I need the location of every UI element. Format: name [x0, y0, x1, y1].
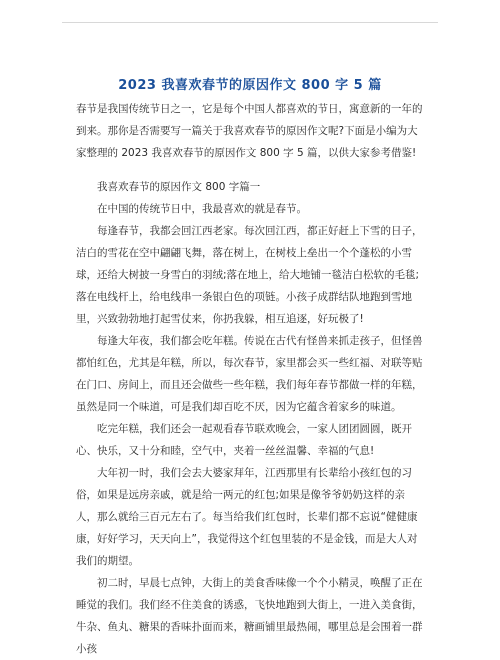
header-divider	[62, 22, 438, 23]
essay-paragraph: 初二时，早晨七点钟，大街上的美食香味像一个个小精灵，唤醒了正在睡觉的我们。我们经不住美食的诱惑，飞快地跑到大街上，一进入美食街，牛杂、鱼丸、糖果的香味扑面而来，糖画铺里最热闹，哪里总是会围着一群小孩	[76, 577, 423, 655]
intro-paragraph	[76, 98, 424, 164]
essay-paragraph: 大年初一时，我们会去大婆家拜年，江西那里有长辈给小孩红包的习俗，如果是远房亲戚，就是给一两元的红包;如果是像爷爷奶奶这样的亲人，那么就给三百元左右了。每当给我们红包时，长辈们都不忘说“健健康康，好好学习，天天向上”，我觉得这个红包里装的不是金钱，而是大人对我们的期望。	[76, 467, 418, 567]
intro-text: 春节是我国传统节日之一，它是每个中国人都喜欢的节日，寓意新的一年的到来。那你是否需要写一篇关于我喜欢春节的原因作文呢?下面是小编为大家整理的 2023 我喜欢春节的原因作文 800 字 5 篇，以供大家参考借鉴!	[76, 103, 423, 159]
lead-sentence: 在中国的传统节日中，我最喜欢的就是春节。	[97, 203, 307, 215]
essay-section	[76, 176, 424, 660]
essay-paragraph: 每逢大年夜，我们都会吃年糕。传说在古代有怪兽来抓走孩子，但怪兽都怕红色，尤其是年糕，所以，每次春节，家里都会买一些红福、对联等贴在门口、房间上，而且还会做些一些年糕，我们每年春节都做一样的年糕，虽然是同一个味道，可是我们却百吃不厌，因为它蕴含着家乡的味道。	[76, 335, 423, 413]
section-heading: 我喜欢春节的原因作文 800 字篇一	[97, 181, 261, 193]
essay-paragraph: 吃完年糕，我们还会一起观看春节联欢晚会，一家人团团圆圆，既开心、快乐，又十分和睦，空气中，夹着一丝丝温馨、幸福的气息!	[76, 423, 412, 457]
document-title: 2023 我喜欢春节的原因作文 800 字 5 篇	[118, 78, 382, 93]
essay-paragraph: 每逢春节，我都会回江西老家。每次回江西，都正好赶上下雪的日子，洁白的雪花在空中翩翩飞舞，落在树上，在树枝上垒出一个个蓬松的小雪球，还给大树披一身雪白的羽绒;落在地上，给大地铺一毯洁白松软的毛毯;落在电线杆上，给电线串一条银白色的项链。小孩子成群结队地跑到雪地里，兴致勃勃地打起雪仗来，你扔我躲，相互追逐，好玩极了!	[76, 225, 423, 325]
